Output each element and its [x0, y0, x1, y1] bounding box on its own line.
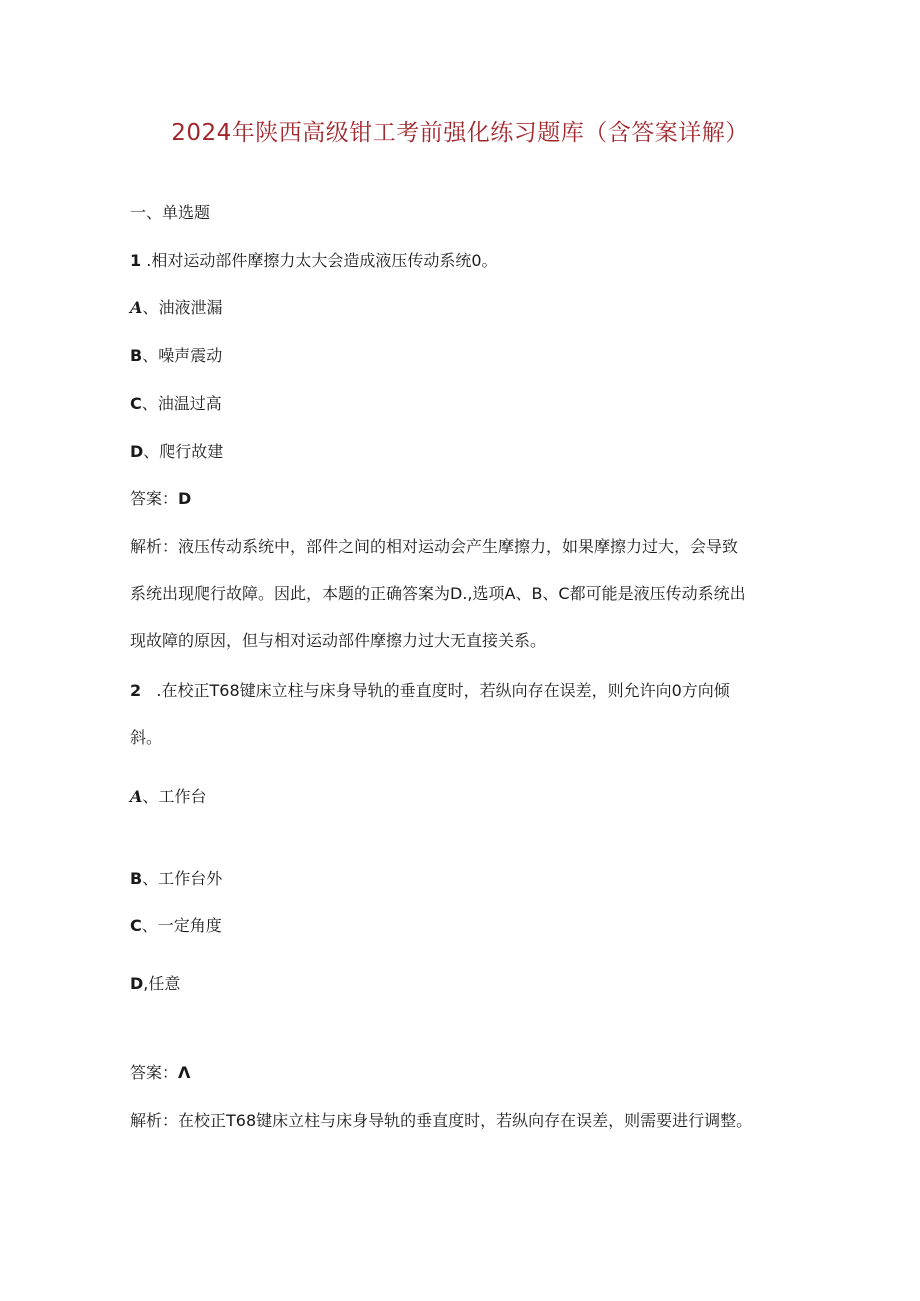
question-1-analysis-line-2: 系统出现爬行故障。因此，本题的正确答案为D.,选项A、B、C都可能是液压传动系统出 [130, 584, 746, 603]
option-text: 爬行故建 [159, 442, 224, 461]
question-2-stem-continued: 斜。 [130, 728, 163, 747]
option-letter: C [130, 916, 142, 935]
question-2-option-b [130, 867, 222, 891]
option-text: 工作台外 [158, 869, 223, 888]
option-letter: A [130, 298, 143, 317]
option-separator: 、 [142, 869, 159, 888]
question-2-analysis: 解析：在校正T68键床立柱与床身导轨的垂直度时，若纵向存在误差，则需要进行调整。 [130, 1111, 753, 1130]
option-letter: A [130, 787, 143, 806]
question-1-text: .相对运动部件摩擦力太大会造成液压传动系统0。 [146, 251, 498, 270]
option-separator: 、 [143, 442, 160, 461]
option-text: 工作台 [158, 787, 207, 806]
section-heading: 一、单选题 [130, 203, 211, 222]
question-2-answer [130, 1061, 190, 1085]
question-2-option-c [130, 914, 222, 938]
document-title: 2024年陕西高级钳工考前强化练习题库（含答案详解） [171, 120, 749, 146]
answer-label: 答案： [130, 1063, 179, 1082]
option-separator: 、 [141, 916, 158, 935]
question-2-number: 2 [130, 681, 142, 700]
question-1-option-b [130, 344, 222, 368]
option-separator: 、 [142, 787, 159, 806]
option-separator: , [143, 974, 149, 993]
option-text: 油液泄漏 [158, 298, 223, 317]
option-separator: 、 [142, 298, 159, 317]
option-text: 油温过高 [157, 394, 222, 413]
question-1-analysis-line-1: 解析：液压传动系统中，部件之间的相对运动会产生摩擦力，如果摩擦力过大，会导致 [130, 537, 739, 556]
option-letter: C [130, 394, 142, 413]
option-text: 一定角度 [157, 916, 222, 935]
question-1-analysis-line-3: 现故障的原因，但与相对运动部件摩擦力过大无直接关系。 [130, 631, 547, 650]
option-text: 任意 [148, 974, 181, 993]
question-2-option-a [130, 785, 206, 809]
question-1-answer [130, 487, 191, 511]
question-1-number: 1 [130, 251, 142, 270]
question-2-option-d [130, 972, 180, 996]
question-1-option-d [130, 440, 223, 464]
question-1-option-c [130, 392, 222, 416]
option-text: 噪声震动 [158, 346, 223, 365]
question-2-text: .在校正T68键床立柱与床身导轨的垂直度时，若纵向存在误差，则允许向0方向倾 [156, 681, 730, 700]
option-separator: 、 [142, 346, 159, 365]
question-1-option-a [130, 296, 222, 320]
answer-label: 答案： [130, 489, 179, 508]
answer-value: D [178, 489, 192, 508]
option-letter: B [130, 346, 143, 365]
answer-value: Λ [178, 1063, 191, 1082]
option-letter: D [130, 974, 144, 993]
option-separator: 、 [141, 394, 158, 413]
question-2-stem [130, 679, 730, 703]
option-letter: B [130, 869, 143, 888]
option-letter: D [130, 442, 144, 461]
question-1-stem [130, 249, 498, 273]
